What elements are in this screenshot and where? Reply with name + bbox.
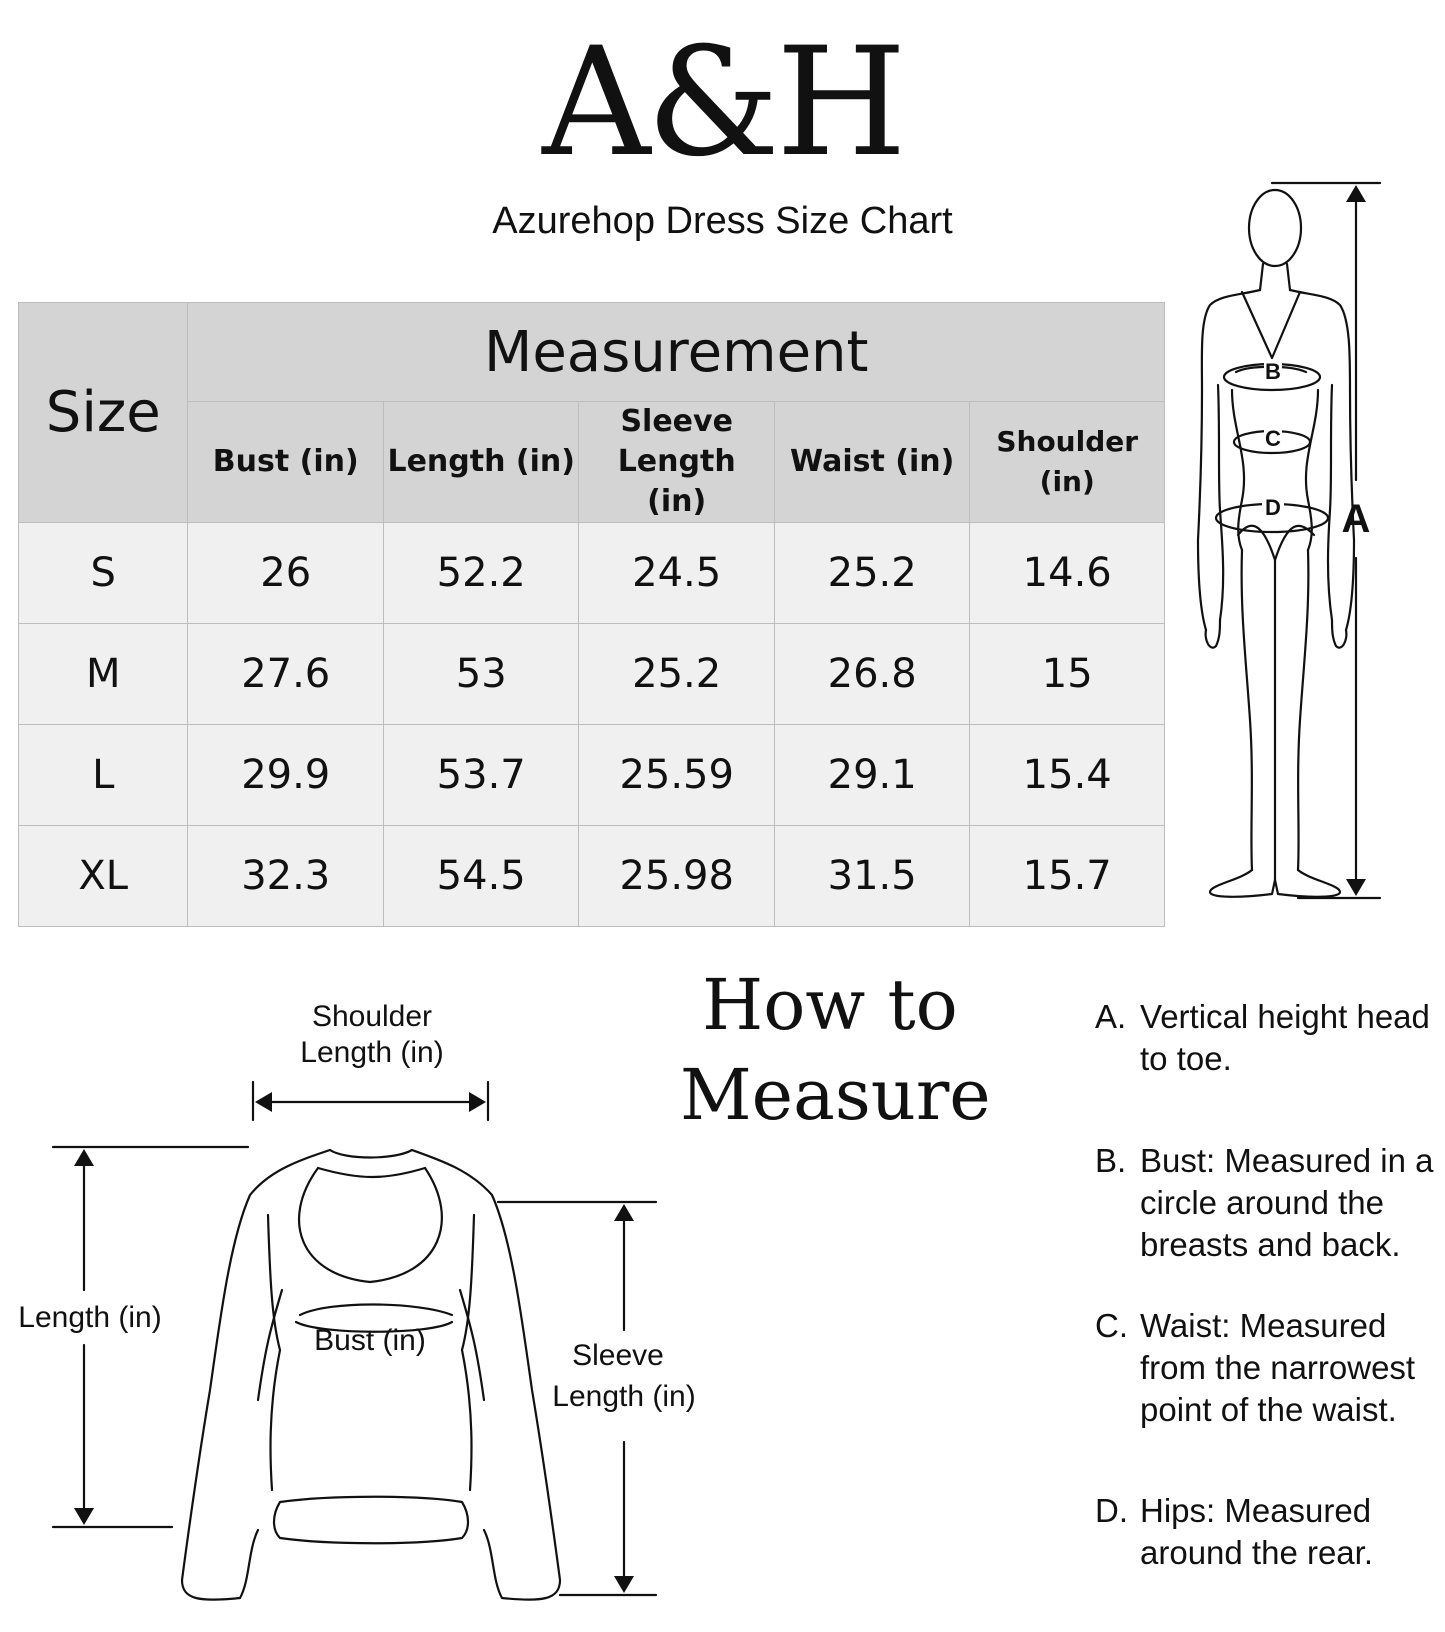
- legend-item-c: [1095, 1305, 1440, 1431]
- length-cell: 54.5: [383, 826, 578, 927]
- legend-item-a: [1095, 996, 1440, 1080]
- sweater-diagram: [0, 990, 720, 1630]
- legend-letter: C.: [1095, 1307, 1128, 1344]
- legend-letter: D.: [1095, 1492, 1128, 1529]
- length-cell: 53.7: [383, 725, 578, 826]
- waist-cell: 29.1: [774, 725, 969, 826]
- waist-cell: 26.8: [774, 624, 969, 725]
- sleeve-label-line1: Sleeve: [572, 1339, 664, 1372]
- length-cell: 53: [383, 624, 578, 725]
- label-d: D: [1265, 495, 1281, 520]
- bust-cell: 32.3: [188, 826, 383, 927]
- shoulder-cell: 15.7: [970, 826, 1165, 927]
- waist-cell: 31.5: [774, 826, 969, 927]
- sleeve-length-cell: 24.5: [579, 523, 774, 624]
- how-to-line: How to: [702, 964, 958, 1046]
- size-cell: L: [19, 725, 188, 826]
- shoulder-label-line2: Length (in): [300, 1036, 444, 1069]
- size-column-header: Size: [19, 303, 188, 523]
- sleeve-length-cell: 25.59: [579, 725, 774, 826]
- column-header-shoulder: Shoulder (in): [970, 402, 1165, 523]
- table-row: [19, 725, 1165, 826]
- legend-item-d: [1095, 1490, 1440, 1574]
- sleeve-label-line2: Length (in): [552, 1380, 696, 1413]
- table-row: [19, 624, 1165, 725]
- legend-text: Bust: Measured in a circle around the breasts and back.: [1140, 1142, 1434, 1263]
- size-cell: S: [19, 523, 188, 624]
- shoulder-label-line1: Shoulder: [311, 1000, 433, 1033]
- size-cell: XL: [19, 826, 188, 927]
- shoulder-cell: 15.4: [970, 725, 1165, 826]
- label-b: B: [1265, 359, 1281, 384]
- bust-cell: 29.9: [188, 725, 383, 826]
- legend-text: Hips: Measured around the rear.: [1140, 1492, 1373, 1571]
- label-c: C: [1265, 426, 1281, 451]
- sleeve-length-cell: 25.2: [579, 624, 774, 725]
- brand-logo: A&H: [542, 16, 903, 190]
- table-subheader-row: [19, 402, 1165, 523]
- bust-cell: 27.6: [188, 624, 383, 725]
- measurement-header: Measurement: [188, 303, 1165, 402]
- body-figure-diagram: [1180, 180, 1445, 940]
- measure-line: Measure: [680, 1054, 991, 1136]
- waist-cell: 25.2: [774, 523, 969, 624]
- table-row: [19, 826, 1165, 927]
- legend-text: Vertical height head to toe.: [1140, 998, 1430, 1077]
- length-label: Length (in): [18, 1301, 162, 1334]
- bust-label: Bust (in): [314, 1324, 426, 1357]
- column-header-length: Length (in): [383, 402, 578, 523]
- table-header-row: [19, 303, 1165, 402]
- sleeve-length-cell: 25.98: [579, 826, 774, 927]
- label-a: A: [1341, 497, 1371, 541]
- size-cell: M: [19, 624, 188, 725]
- shoulder-cell: 15: [970, 624, 1165, 725]
- bust-cell: 26: [188, 523, 383, 624]
- column-header-waist: Waist (in): [774, 402, 969, 523]
- page-subtitle: Azurehop Dress Size Chart: [492, 200, 953, 242]
- length-cell: 52.2: [383, 523, 578, 624]
- shoulder-cell: 14.6: [970, 523, 1165, 624]
- column-header-bust: Bust (in): [188, 402, 383, 523]
- table-row: [19, 523, 1165, 624]
- legend-letter: B.: [1095, 1142, 1127, 1179]
- how-to-measure-heading: [680, 960, 991, 1140]
- legend-item-b: [1095, 1140, 1440, 1266]
- size-chart-table: [18, 302, 1165, 927]
- column-header-sleeve-length: Sleeve Length (in): [579, 402, 774, 523]
- legend-letter: A.: [1095, 998, 1127, 1035]
- legend-text: Waist: Measured from the narrowest point of the waist.: [1140, 1307, 1416, 1428]
